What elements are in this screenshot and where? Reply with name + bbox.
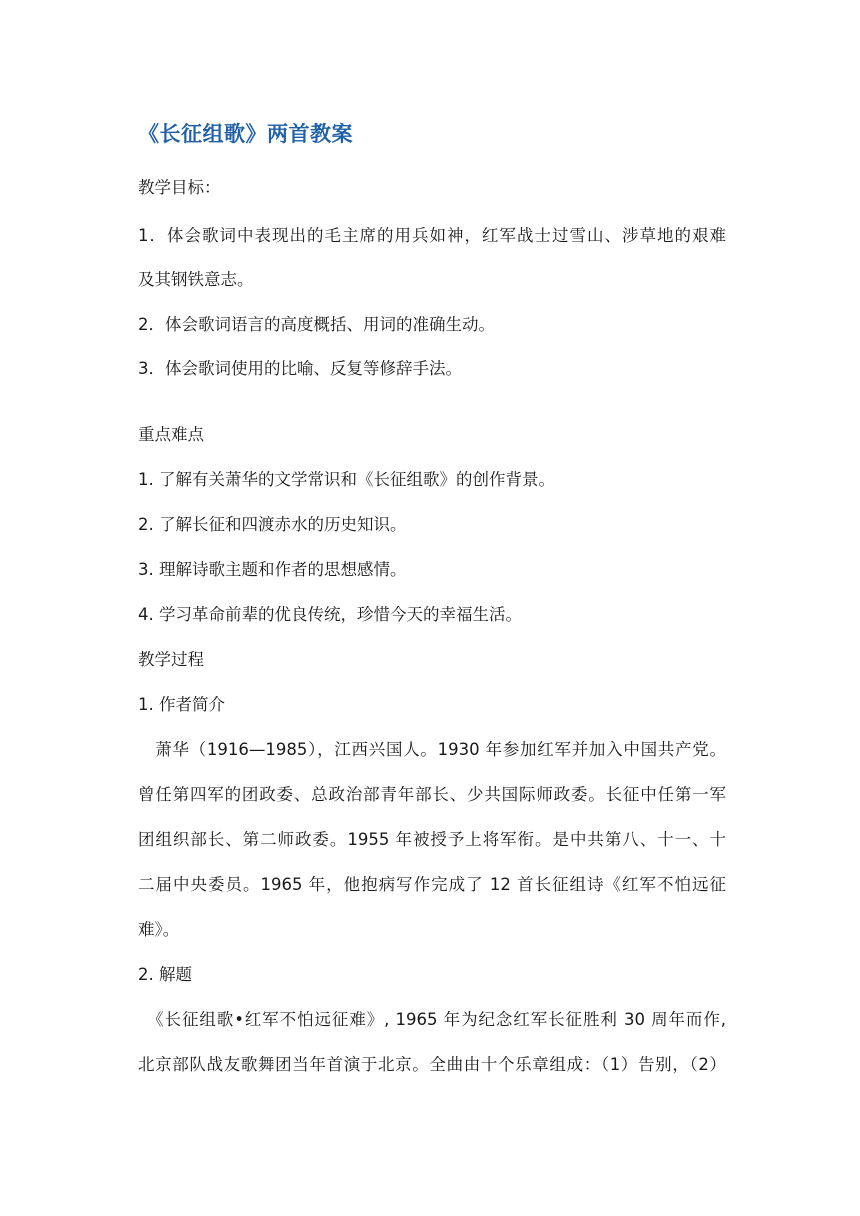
- section-author-intro: 1. 作者简介: [138, 695, 225, 714]
- goal-1-line-2: 及其钢铁意志。: [138, 270, 254, 289]
- key-point-4: 4. 学习革命前辈的优良传统，珍惜今天的幸福生活。: [138, 605, 522, 624]
- author-para-line-1: 萧华（1916—1985），江西兴国人。1930 年参加红军并加入中国共产党。: [138, 740, 726, 759]
- heading-key-points: 重点难点: [138, 425, 204, 444]
- section-title-explanation: 2. 解题: [138, 965, 192, 984]
- goal-3: 3．体会歌词使用的比喻、反复等修辞手法。: [138, 359, 462, 378]
- author-para-line-2: 曾任第四军的团政委、总政治部青年部长、少共国际师政委。长征中任第一军: [138, 785, 726, 804]
- explanation-para-line-1: 《长征组歌•红军不怕远征难》, 1965 年为纪念红军长征胜利 30 周年而作,: [138, 1010, 726, 1029]
- author-para-line-3: 团组织部长、第二师政委。1955 年被授予上将军衔。是中共第八、十一、十: [138, 830, 726, 849]
- explanation-para-line-2: 北京部队战友歌舞团当年首演于北京。全曲由十个乐章组成：（1）告别，（2）: [138, 1055, 726, 1074]
- author-para-line-4: 二届中央委员。1965 年，他抱病写作完成了 12 首长征组诗《红军不怕远征: [138, 875, 726, 894]
- author-para-line-5: 难》。: [138, 920, 180, 939]
- heading-teaching-process: 教学过程: [138, 650, 204, 669]
- goal-2: 2．体会歌词语言的高度概括、用词的准确生动。: [138, 315, 495, 334]
- key-point-3: 3. 理解诗歌主题和作者的思想感情。: [138, 560, 407, 579]
- goal-1-line-1: 1．体会歌词中表现出的毛主席的用兵如神，红军战士过雪山、涉草地的艰难: [138, 226, 726, 245]
- key-point-2: 2. 了解长征和四渡赤水的历史知识。: [138, 515, 407, 534]
- document-title: 《长征组歌》两首教案: [138, 122, 353, 146]
- key-point-1: 1. 了解有关萧华的文学常识和《长征组歌》的创作背景。: [138, 470, 555, 489]
- heading-teaching-goals: 教学目标：: [138, 178, 221, 197]
